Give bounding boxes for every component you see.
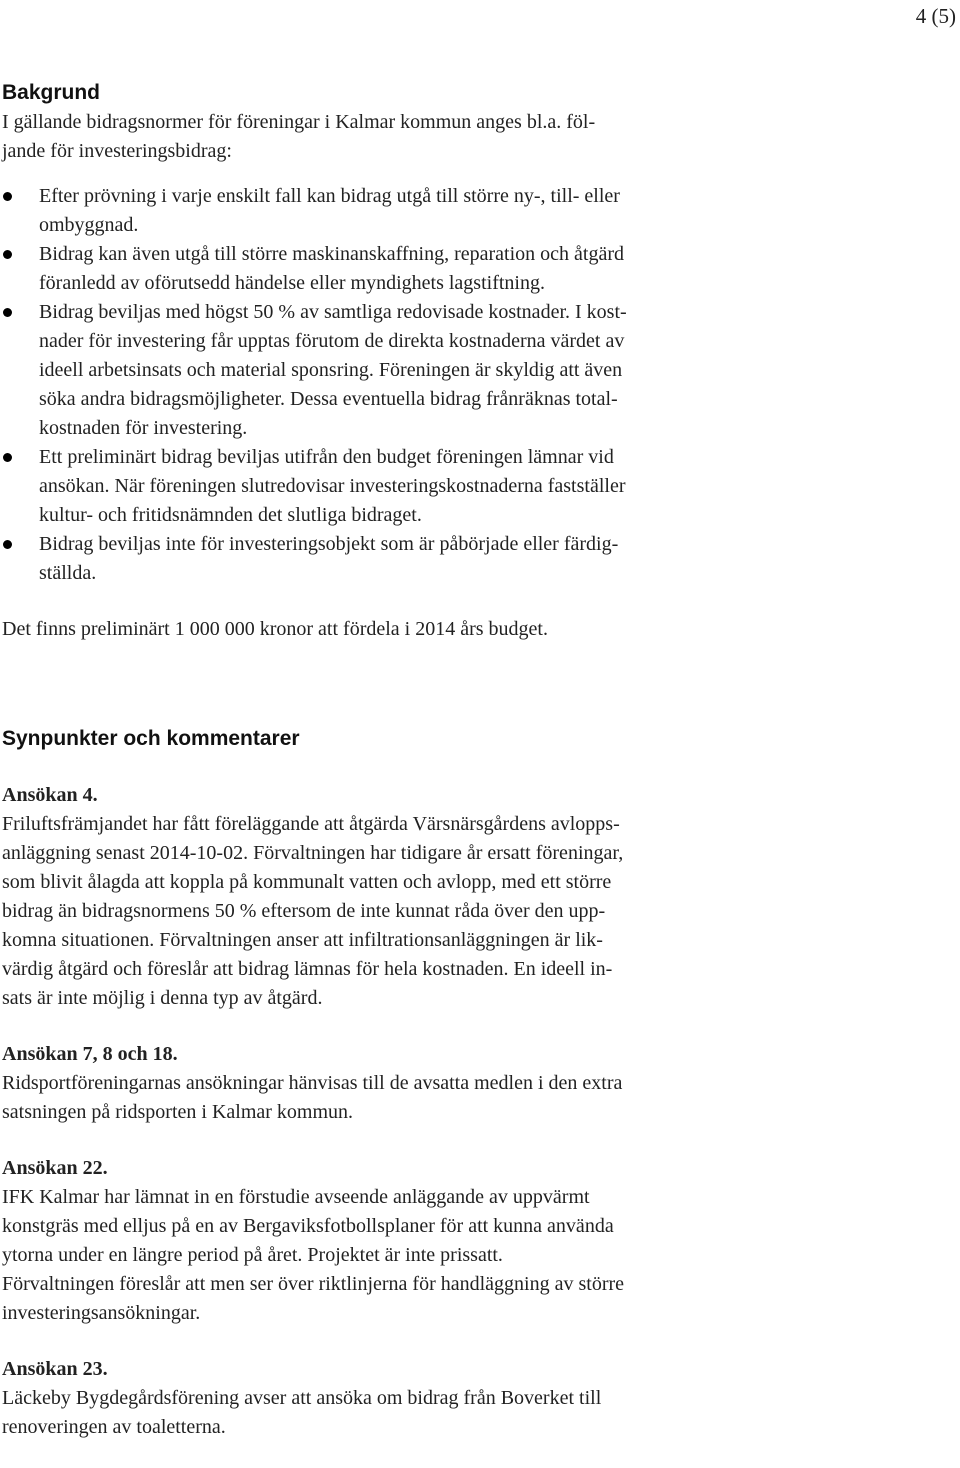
intro-line: I gällande bidragsnormer för föreningar i Kalmar kommun anges bl.a. föl- [2, 111, 596, 133]
document-body [2, 78, 952, 1442]
section-body: Läckeby Bygdegårdsförening avser att ansöka om bidrag från Boverket till renoveringen av toaletterna. [2, 1387, 602, 1438]
bullet-icon [3, 308, 12, 317]
section-title: Ansökan 22. [2, 1157, 108, 1179]
intro-paragraph [2, 108, 952, 166]
bullet-icon [3, 453, 12, 462]
bullet-icon [3, 250, 12, 259]
list-item: Ett preliminärt bidrag beviljas utifrån den budget föreningen lämnar vid ansökan. När föreningen slutredovisar investeringskostnaderna fastställer kultur- och fritidsnämnden det slutliga bidraget. [2, 443, 952, 530]
list-item: Bidrag kan även utgå till större maskinanskaffning, reparation och åtgärd föranledd av oförutsedd händelse eller myndighets lagstiftning. [2, 240, 952, 298]
heading-bakgrund: Bakgrund [2, 81, 101, 104]
section-title: Ansökan 7, 8 och 18. [2, 1043, 178, 1065]
section-body: IFK Kalmar har lämnat in en förstudie avseende anläggande av uppvärmt konstgräs med elljus på en av Bergaviksfotbollsplaner för att kunna använda ytorna under en längre period på året. Projektet är inte prissatt. Förvaltningen föreslår att men ser över riktlinjerna för handläggning av större investeringsansökningar. [2, 1186, 625, 1324]
section-title: Ansökan 23. [2, 1358, 108, 1380]
list-item: Bidrag beviljas med högst 50 % av samtliga redovisade kostnader. I kost- nader för investering får upptas förutom de direkta kostnaderna värdet av ideell arbetsinsats och material sponsring. Föreningen är skyldig att även söka andra bidragsmöjligheter. Dessa eventuella bidrag frånräknas total- kostnaden för investering. [2, 298, 952, 443]
section-title: Ansökan 4. [2, 784, 98, 806]
list-item: Efter prövning i varje enskilt fall kan bidrag utgå till större ny-, till- eller ombyggnad. [2, 182, 952, 240]
list-item: Bidrag beviljas inte för investeringsobjekt som är påbörjade eller färdig- ställda. [2, 530, 952, 588]
heading-synpunkter: Synpunkter och kommentarer [2, 727, 300, 750]
bullet-icon [3, 540, 12, 549]
bullet-icon [3, 192, 12, 201]
section-body: Ridsportföreningarnas ansökningar hänvisas till de avsatta medlen i den extra satsningen på ridsporten i Kalmar kommun. [2, 1072, 623, 1123]
bullet-list [2, 182, 952, 588]
page-number: 4 (5) [915, 4, 956, 28]
section-body: Friluftsfrämjandet har fått föreläggande att åtgärda Värsnärsgårdens avlopps- anläggning senast 2014-10-02. Förvaltningen har tidigare år ersatt föreningar, som blivit ålagda att koppla på kommunalt vatten och avlopp, med ett större bidrag än bidragsnormens 50 % eftersom de inte kunnat råda över den upp- komna situationen. Förvaltningen anser att infiltrationsanläggningen är lik- värdig åtgärd och föreslår att bidrag lämnas för hela kostnaden. En ideell in- sats är inte möjlig i denna typ av åtgärd. [2, 813, 624, 1009]
budget-line: Det finns preliminärt 1 000 000 kronor att fördela i 2014 års budget. [2, 618, 548, 640]
intro-line: jande för investeringsbidrag: [2, 140, 232, 162]
